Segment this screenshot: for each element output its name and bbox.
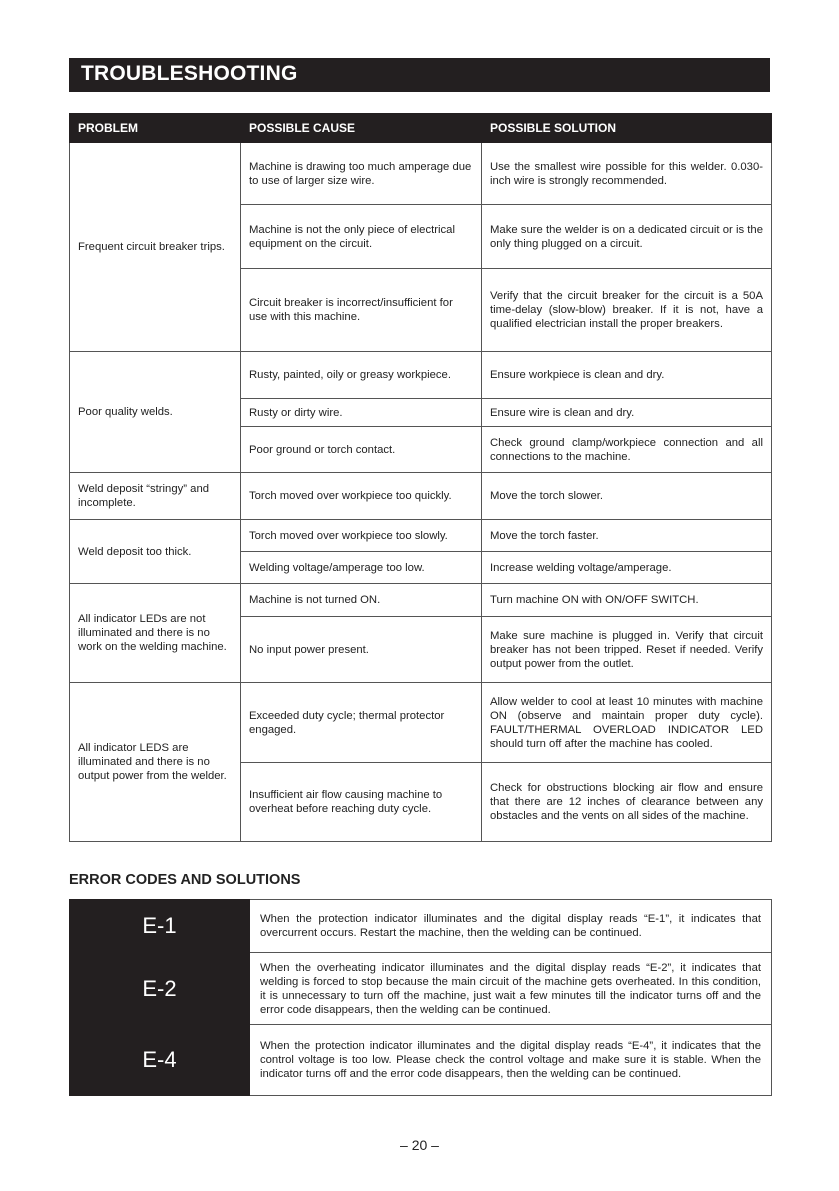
cause-cell: Poor ground or torch contact. (241, 427, 482, 473)
table-row (70, 473, 772, 520)
solution-cell: Check ground clamp/workpiece connection and all connections to the machine. (482, 427, 772, 473)
solution-cell: Allow welder to cool at least 10 minutes with machine ON (observe and maintain proper duty cycle). FAULT/THERMAL OVERLOAD INDICATOR LED should turn off after the machine has cooled. (482, 683, 772, 763)
cause-cell: Machine is not the only piece of electrical equipment on the circuit. (241, 205, 482, 269)
solution-cell: Ensure wire is clean and dry. (482, 399, 772, 427)
error-code-cell: E-2 (70, 953, 250, 1025)
solution-cell: Increase welding voltage/amperage. (482, 552, 772, 584)
troubleshooting-table (69, 113, 772, 842)
solution-cell: Make sure the welder is on a dedicated circuit or is the only thing plugged on a circuit. (482, 205, 772, 269)
error-description-cell: When the protection indicator illuminates and the digital display reads “E-1”, it indicates that overcurrent occurs. Restart the machine, then the welding can be continued. (250, 900, 772, 953)
solution-cell: Move the torch slower. (482, 473, 772, 520)
error-row (70, 900, 772, 953)
cause-cell: Machine is not turned ON. (241, 584, 482, 617)
problem-cell: Poor quality welds. (70, 352, 241, 473)
solution-cell: Verify that the circuit breaker for the circuit is a 50A time-delay (slow-blow) breaker. If it is not, have a qualified electrician install the proper breakers. (482, 269, 772, 352)
header-cause: POSSIBLE CAUSE (241, 114, 482, 143)
error-code-cell: E-4 (70, 1025, 250, 1096)
solution-cell: Ensure workpiece is clean and dry. (482, 352, 772, 399)
cause-cell: Welding voltage/amperage too low. (241, 552, 482, 584)
problem-cell: All indicator LEDs are not illuminated and there is no work on the welding machine. (70, 584, 241, 683)
problem-cell: Frequent circuit breaker trips. (70, 143, 241, 352)
table-row (70, 143, 772, 205)
table-header-row (70, 114, 772, 143)
solution-cell: Turn machine ON with ON/OFF SWITCH. (482, 584, 772, 617)
error-description-cell: When the overheating indicator illuminates and the digital display reads “E-2”, it indicates that welding is forced to stop because the main circuit of the machine gets overheated. In this condition, it is unnecessary to turn off the machine, just wait a few minutes till the indicator turns off and the error code disappears, then the welding can be continued. (250, 953, 772, 1025)
page-title: TROUBLESHOOTING (81, 62, 298, 85)
cause-cell: Insufficient air flow causing machine to overheat before reaching duty cycle. (241, 763, 482, 842)
problem-cell: Weld deposit “stringy” and incomplete. (70, 473, 241, 520)
table-row (70, 584, 772, 617)
cause-cell: Exceeded duty cycle; thermal protector engaged. (241, 683, 482, 763)
cause-cell: Machine is drawing too much amperage due to use of larger size wire. (241, 143, 482, 205)
cause-cell: Circuit breaker is incorrect/insufficient for use with this machine. (241, 269, 482, 352)
cause-cell: Rusty or dirty wire. (241, 399, 482, 427)
table-row (70, 520, 772, 552)
solution-cell: Check for obstructions blocking air flow and ensure that there are 12 inches of clearance between any obstacles and the vents on all sides of the machine. (482, 763, 772, 842)
table-row (70, 683, 772, 763)
problem-cell: Weld deposit too thick. (70, 520, 241, 584)
error-codes-table (69, 899, 772, 1096)
header-solution: POSSIBLE SOLUTION (482, 114, 772, 143)
error-row (70, 1025, 772, 1096)
solution-cell: Move the torch faster. (482, 520, 772, 552)
cause-cell: Torch moved over workpiece too slowly. (241, 520, 482, 552)
cause-cell: Torch moved over workpiece too quickly. (241, 473, 482, 520)
solution-cell: Use the smallest wire possible for this welder. 0.030-inch wire is strongly recommended. (482, 143, 772, 205)
cause-cell: Rusty, painted, oily or greasy workpiece. (241, 352, 482, 399)
error-code-cell: E-1 (70, 900, 250, 953)
solution-cell: Make sure machine is plugged in. Verify that circuit breaker has not been tripped. Reset if needed. Verify output power from the outlet. (482, 617, 772, 683)
table-row (70, 352, 772, 399)
error-row (70, 953, 772, 1025)
cause-cell: No input power present. (241, 617, 482, 683)
error-description-cell: When the protection indicator illuminates and the digital display reads “E-4”, it indicates that the control voltage is too low. Please check the control voltage and make sure it is stable. When the indicator turns off and the error code disappears, then the welding can be continued. (250, 1025, 772, 1096)
page-title-bar (69, 58, 770, 92)
error-codes-heading: ERROR CODES AND SOLUTIONS (69, 872, 301, 888)
problem-cell: All indicator LEDS are illuminated and there is no output power from the welder. (70, 683, 241, 842)
header-problem: PROBLEM (70, 114, 241, 143)
page-number: – 20 – (400, 1137, 439, 1153)
